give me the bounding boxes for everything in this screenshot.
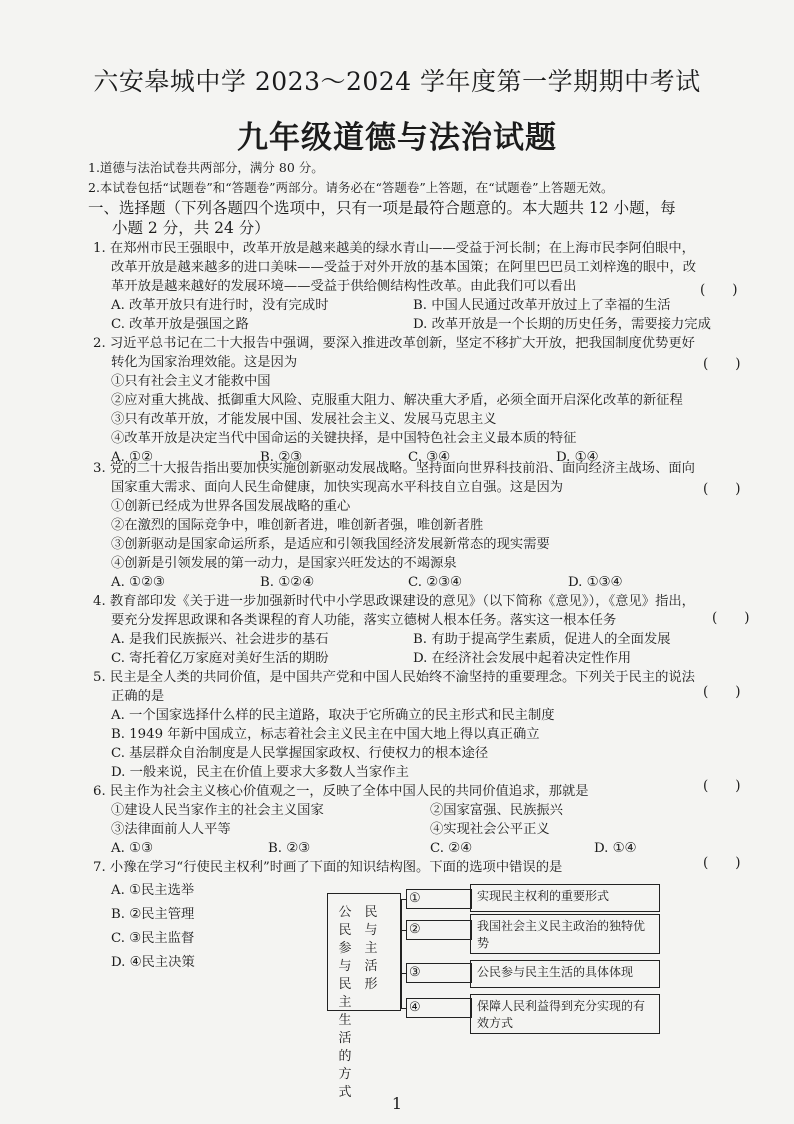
q7-option-b: B. ②民主管理 xyxy=(111,907,195,922)
q3-item-3: ③创新驱动是国家命运所系，是适应和引领我国经济发展新常态的现实需要 xyxy=(111,537,550,552)
note-1: 1.道德与法治试卷共两部分，满分 80 分。 xyxy=(88,160,324,175)
q6-stem-line1: 6. 民主作为社会主义核心价值观之一，反映了全体中国人民的共同价值追求，那就是 xyxy=(93,784,589,799)
q5-option-a: A. 一个国家选择什么样的民主道路，取决于它所确立的民主形式和民主制度 xyxy=(111,708,555,723)
q6-item-4: ④实现社会公平正义 xyxy=(430,822,550,837)
exam-title: 六安皋城中学 2023～2024 学年度第一学期期中考试 xyxy=(93,67,701,96)
q4-stem-line2: 要充分发挥思政课和各类课程的育人功能，落实立德树人根本任务。落实这一根本任务 xyxy=(111,613,617,628)
q5-option-d: D. 一般来说，民主在价值上要求大多数人当家作主 xyxy=(111,765,409,780)
q1-option-b: B. 中国人民通过改革开放过上了幸福的生活 xyxy=(413,298,671,313)
q2-option-b: B. ②③ xyxy=(260,450,303,465)
q2-item-1: ①只有社会主义才能救中国 xyxy=(111,374,271,389)
section-heading-line1: 一、选择题（下列各题四个选项中，只有一项是最符合题意的。本大题共 12 小题，每 xyxy=(88,199,676,217)
q4-option-d: D. 在经济社会发展中起着决定性作用 xyxy=(413,651,632,666)
q3-item-1: ①创新已经成为世界各国发展战略的重心 xyxy=(111,499,351,514)
q5-stem-line2: 正确的是 xyxy=(111,689,165,704)
q6-item-3: ③法律面前人人平等 xyxy=(111,822,231,837)
diagram-root-col1: 公民参与民主生活的方式 xyxy=(338,905,352,1100)
q1-option-c: C. 改革开放是强国之路 xyxy=(111,317,249,332)
diagram-desc-2: 我国社会主义民主政治的独特优势 xyxy=(470,914,660,954)
diagram-label-1: ① xyxy=(406,889,472,909)
q6-item-2: ②国家富强、民族振兴 xyxy=(430,803,563,818)
q2-stem-line2: 转化为国家治理效能。这是因为 xyxy=(111,355,298,370)
diagram-label-2: ② xyxy=(406,920,472,940)
q4-option-a: A. 是我们民族振兴、社会进步的基石 xyxy=(111,632,329,647)
q3-item-2: ②在激烈的国际竞争中，唯创新者进，唯创新者强，唯创新者胜 xyxy=(111,518,484,533)
q6-option-c: C. ②④ xyxy=(430,841,472,856)
q7-answer-paren: ( ) xyxy=(703,855,741,871)
q4-option-b: B. 有助于提高学生素质，促进人的全面发展 xyxy=(413,632,671,647)
q7-option-c: C. ③民主监督 xyxy=(111,931,195,946)
diagram-label-4: ④ xyxy=(406,998,472,1018)
diagram-root-box xyxy=(327,893,401,1100)
q2-item-4: ④改革开放是决定当代中国命运的关键抉择，是中国特色社会主义最本质的特征 xyxy=(111,431,577,446)
q4-answer-paren: ( ) xyxy=(712,610,750,626)
q2-stem-line1: 2. 习近平总书记在二十大报告中强调，要深入推进改革创新，坚定不移扩大开放，把我国制度优势更好 xyxy=(93,336,695,351)
q3-option-c: C. ②③④ xyxy=(408,575,462,590)
q3-answer-paren: ( ) xyxy=(703,481,741,497)
q3-option-a: A. ①②③ xyxy=(111,575,165,590)
q6-option-b: B. ②③ xyxy=(268,841,311,856)
q5-stem-line1: 5. 民主是全人类的共同价值，是中国共产党和中国人民始终不渝坚持的重要理念。下列关于民主的说法 xyxy=(93,670,695,685)
q7-stem-line1: 7. 小豫在学习“行使民主权利”时画了下面的知识结构图。下面的选项中错误的是 xyxy=(93,860,563,875)
q6-answer-paren: ( ) xyxy=(703,778,741,794)
q1-stem-line1: 1. 在郑州市民王强眼中，改革开放是越来越美的绿水青山——受益于河长制；在上海市民李阿伯眼中， xyxy=(93,241,695,256)
q4-stem-line1: 4. 教育部印发《关于进一步加强新时代中小学思政课建设的意见》（以下简称《意见》），《意见》指出， xyxy=(93,594,695,609)
exam-subtitle: 九年级道德与法治试题 xyxy=(237,120,557,156)
q4-option-c: C. 寄托着亿万家庭对美好生活的期盼 xyxy=(111,651,329,666)
q6-option-a: A. ①③ xyxy=(111,841,153,856)
q6-item-1: ①建设人民当家作主的社会主义国家 xyxy=(111,803,324,818)
diagram-desc-3: 公民参与民主生活的具体体现 xyxy=(470,960,660,988)
q7-option-d: D. ④民主决策 xyxy=(111,955,195,970)
q2-item-3: ③只有改革开放，才能发展中国、发展社会主义、发展马克思主义 xyxy=(111,412,497,427)
diagram-root-col2: 民与主活形 xyxy=(364,905,378,992)
q5-option-b: B. 1949 年新中国成立，标志着社会主义民主在中国大地上得以真正确立 xyxy=(111,727,540,742)
q2-item-2: ②应对重大挑战、抵御重大风险、克服重大阻力、解决重大矛盾，必须全面开启深化改革的新征程 xyxy=(111,393,683,408)
q2-option-d: D. ①④ xyxy=(556,450,599,465)
diagram-desc-1: 实现民主权利的重要形式 xyxy=(470,884,660,912)
q1-option-a: A. 改革开放只有进行时，没有完成时 xyxy=(111,298,329,313)
diagram-label-3: ③ xyxy=(406,963,472,983)
q6-option-d: D. ①④ xyxy=(594,841,637,856)
q1-stem-line2: 改革开放是越来越多的进口美味——受益于对外开放的基本国策；在阿里巴巴员工刘梓逸的眼中，改 xyxy=(111,260,697,275)
diagram-desc-4: 保障人民利益得到充分实现的有效方式 xyxy=(470,994,660,1034)
page-number: 1 xyxy=(391,1094,403,1113)
q1-stem-line3: 革开放是越来越好的发展环境——受益于供给侧结构性改革。由此我们可以看出 xyxy=(111,279,577,294)
q1-option-d: D. 改革开放是一个长期的历史任务，需要接力完成 xyxy=(413,317,711,332)
section-heading-line2: 小题 2 分，共 24 分） xyxy=(112,219,270,237)
q2-option-c: C. ③④ xyxy=(408,450,450,465)
q7-option-a: A. ①民主选举 xyxy=(111,883,195,898)
q3-option-b: B. ①②④ xyxy=(260,575,314,590)
note-2: 2.本试卷包括“试题卷”和“答题卷”两部分。请务必在“答题卷”上答题，在“试题卷”上答题无效。 xyxy=(88,180,614,195)
q2-answer-paren: ( ) xyxy=(703,356,741,372)
q3-item-4: ④创新是引领发展的第一动力，是国家兴旺发达的不竭源泉 xyxy=(111,556,457,571)
q3-stem-line2: 国家重大需求、面向人民生命健康，加快实现高水平科技自立自强。这是因为 xyxy=(111,480,564,495)
q2-option-a: A. ①② xyxy=(111,450,153,465)
q5-answer-paren: ( ) xyxy=(703,684,741,700)
diagram-branch-line xyxy=(401,899,402,1009)
q1-answer-paren: ( ) xyxy=(700,282,738,298)
q3-stem-line1: 3. 党的二十大报告指出要加快实施创新驱动发展战略。坚持面向世界科技前沿、面向经济主战场、面向 xyxy=(93,461,695,476)
q3-option-d: D. ①③④ xyxy=(568,575,623,590)
q5-option-c: C. 基层群众自治制度是人民掌握国家政权、行使权力的根本途径 xyxy=(111,746,489,761)
